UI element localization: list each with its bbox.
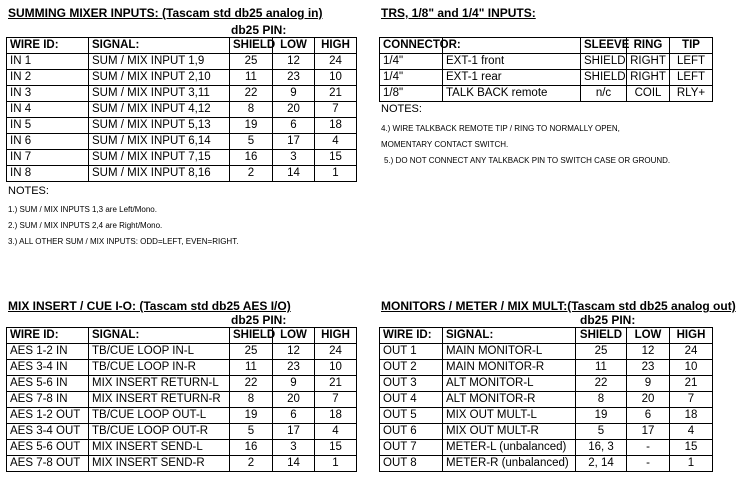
table-cell: OUT 3 <box>380 376 443 392</box>
table-cell: IN 6 <box>7 134 89 150</box>
table-cell: 11 <box>576 360 627 376</box>
table-cell: 7 <box>315 392 357 408</box>
table-cell: 17 <box>273 134 315 150</box>
table-cell: 15 <box>315 150 357 166</box>
table-cell: METER-L (unbalanced) <box>443 440 576 456</box>
table-cell: IN 1 <box>7 54 89 70</box>
table-cell: 23 <box>273 70 315 86</box>
table-cell: AES 7-8 OUT <box>7 456 89 472</box>
table-cell: 18 <box>315 118 357 134</box>
table-cell: 10 <box>670 360 713 376</box>
header-shield: SHIELD <box>230 38 273 54</box>
header-tip: TIP <box>670 38 713 54</box>
header-low: LOW <box>273 38 315 54</box>
table-cell: 16 <box>230 440 273 456</box>
table-row <box>7 392 357 408</box>
table-cell: 5 <box>230 424 273 440</box>
table-cell: 21 <box>315 86 357 102</box>
table-cell: MIX OUT MULT-L <box>443 408 576 424</box>
header-low: LOW <box>273 328 315 344</box>
table-cell: 11 <box>230 360 273 376</box>
table-cell: SUM / MIX INPUT 1,9 <box>89 54 230 70</box>
header-shield: SHIELD <box>230 328 273 344</box>
table-cell: OUT 6 <box>380 424 443 440</box>
table-cell: 19 <box>230 118 273 134</box>
table-cell: 6 <box>273 118 315 134</box>
table-row <box>7 102 357 118</box>
trs-note-1: 4.) WIRE TALKBACK REMOTE TIP / RING TO NORMALLY OPEN, <box>381 124 620 133</box>
trs-notes-title: NOTES: <box>381 103 422 115</box>
table-cell: MIX INSERT RETURN-L <box>89 376 230 392</box>
table-cell: OUT 7 <box>380 440 443 456</box>
table-cell: 20 <box>273 392 315 408</box>
table-cell: 12 <box>273 54 315 70</box>
table-row <box>7 376 357 392</box>
table-row <box>380 392 713 408</box>
table-row <box>380 424 713 440</box>
header-description <box>443 38 581 54</box>
header-shield: SHIELD <box>576 328 627 344</box>
table-cell: 1/4" <box>380 70 443 86</box>
insert-title: MIX INSERT / CUE I-O: (Tascam std db25 AES I/O) <box>8 299 291 313</box>
table-cell: COIL <box>627 86 670 102</box>
table-cell: 16 <box>230 150 273 166</box>
table-header-row <box>380 38 713 54</box>
table-cell: AES 5-6 IN <box>7 376 89 392</box>
table-cell: 4 <box>670 424 713 440</box>
summing-pin-label: db25 PIN: <box>231 23 287 37</box>
table-cell: 9 <box>627 376 670 392</box>
table-cell: 2, 14 <box>576 456 627 472</box>
table-cell: 20 <box>627 392 670 408</box>
table-cell: IN 7 <box>7 150 89 166</box>
insert-table <box>6 327 357 472</box>
table-cell: SUM / MIX INPUT 8,16 <box>89 166 230 182</box>
header-ring: RING <box>627 38 670 54</box>
table-cell: 7 <box>315 102 357 118</box>
table-cell: SUM / MIX INPUT 2,10 <box>89 70 230 86</box>
header-signal: SIGNAL: <box>89 328 230 344</box>
table-row <box>380 456 713 472</box>
summing-table <box>6 37 357 182</box>
table-cell: 17 <box>627 424 670 440</box>
table-cell: 21 <box>670 376 713 392</box>
table-row <box>380 440 713 456</box>
table-cell: 19 <box>230 408 273 424</box>
table-cell: ALT MONITOR-R <box>443 392 576 408</box>
table-cell: - <box>627 440 670 456</box>
table-row <box>7 134 357 150</box>
table-cell: 8 <box>230 392 273 408</box>
table-cell: MAIN MONITOR-L <box>443 344 576 360</box>
table-cell: SUM / MIX INPUT 4,12 <box>89 102 230 118</box>
table-row <box>7 360 357 376</box>
table-row <box>380 408 713 424</box>
table-row <box>7 86 357 102</box>
table-cell: SUM / MIX INPUT 5,13 <box>89 118 230 134</box>
table-cell: SUM / MIX INPUT 6,14 <box>89 134 230 150</box>
table-cell: METER-R (unbalanced) <box>443 456 576 472</box>
table-cell: 9 <box>273 376 315 392</box>
table-header-row <box>7 328 357 344</box>
table-cell: RIGHT <box>627 54 670 70</box>
table-cell: OUT 8 <box>380 456 443 472</box>
table-cell: MAIN MONITOR-R <box>443 360 576 376</box>
table-row <box>7 54 357 70</box>
table-header-row <box>380 328 713 344</box>
table-cell: AES 1-2 IN <box>7 344 89 360</box>
summing-note-1: 1.) SUM / MIX INPUTS 1,3 are Left/Mono. <box>8 205 157 214</box>
table-cell: 10 <box>315 70 357 86</box>
table-cell: IN 3 <box>7 86 89 102</box>
table-cell: 25 <box>230 344 273 360</box>
table-header-row <box>7 38 357 54</box>
table-row <box>380 376 713 392</box>
table-cell: TB/CUE LOOP OUT-L <box>89 408 230 424</box>
table-cell: IN 5 <box>7 118 89 134</box>
table-cell: TB/CUE LOOP IN-L <box>89 344 230 360</box>
header-sleeve: SLEEVE <box>581 38 627 54</box>
table-cell: TB/CUE LOOP IN-R <box>89 360 230 376</box>
header-high: HIGH <box>670 328 713 344</box>
table-row <box>7 344 357 360</box>
table-cell: MIX INSERT SEND-L <box>89 440 230 456</box>
table-row <box>7 456 357 472</box>
table-cell: 25 <box>576 344 627 360</box>
table-cell: 3 <box>273 440 315 456</box>
table-cell: EXT-1 rear <box>443 70 581 86</box>
table-cell: 24 <box>315 344 357 360</box>
table-cell: AES 1-2 OUT <box>7 408 89 424</box>
table-cell: LEFT <box>670 70 713 86</box>
summing-title: SUMMING MIXER INPUTS: (Tascam std db25 analog in) <box>8 6 323 20</box>
table-cell: AES 5-6 OUT <box>7 440 89 456</box>
table-row <box>380 360 713 376</box>
summing-note-3: 3.) ALL OTHER SUM / MIX INPUTS: ODD=LEFT, EVEN=RIGHT. <box>8 237 239 246</box>
trs-note-3: 5.) DO NOT CONNECT ANY TALKBACK PIN TO SWITCH CASE OR GROUND. <box>384 156 671 165</box>
table-cell: 6 <box>273 408 315 424</box>
table-cell: TALK BACK remote <box>443 86 581 102</box>
monitors-pin-label: db25 PIN: <box>580 313 636 327</box>
monitors-table <box>379 327 713 472</box>
header-signal: SIGNAL: <box>443 328 576 344</box>
table-cell: 1 <box>670 456 713 472</box>
table-cell: n/c <box>581 86 627 102</box>
header-high: HIGH <box>315 328 357 344</box>
table-cell: 19 <box>576 408 627 424</box>
table-row <box>380 344 713 360</box>
table-cell: 15 <box>670 440 713 456</box>
table-cell: AES 7-8 IN <box>7 392 89 408</box>
table-cell: 6 <box>627 408 670 424</box>
table-cell: EXT-1 front <box>443 54 581 70</box>
header-wire-id: WIRE ID: <box>7 328 89 344</box>
header-wire-id: WIRE ID: <box>380 328 443 344</box>
table-cell: 12 <box>627 344 670 360</box>
table-cell: 11 <box>230 70 273 86</box>
table-cell: ALT MONITOR-L <box>443 376 576 392</box>
table-cell: 14 <box>273 456 315 472</box>
table-cell: 4 <box>315 424 357 440</box>
table-cell: IN 4 <box>7 102 89 118</box>
table-cell: OUT 1 <box>380 344 443 360</box>
table-cell: 22 <box>576 376 627 392</box>
table-cell: 8 <box>230 102 273 118</box>
table-row <box>7 150 357 166</box>
table-cell: 12 <box>273 344 315 360</box>
header-low: LOW <box>627 328 670 344</box>
table-row <box>7 408 357 424</box>
table-cell: 1 <box>315 456 357 472</box>
table-row <box>7 118 357 134</box>
table-cell: MIX INSERT RETURN-R <box>89 392 230 408</box>
table-cell: 5 <box>576 424 627 440</box>
table-cell: OUT 2 <box>380 360 443 376</box>
table-cell: 22 <box>230 86 273 102</box>
monitors-title: MONITORS / METER / MIX MULT:(Tascam std db25 analog out) <box>381 299 736 313</box>
table-cell: 8 <box>576 392 627 408</box>
table-cell: 10 <box>315 360 357 376</box>
table-cell: 1/4" <box>380 54 443 70</box>
table-cell: RIGHT <box>627 70 670 86</box>
table-cell: MIX OUT MULT-R <box>443 424 576 440</box>
table-cell: 15 <box>315 440 357 456</box>
header-signal: SIGNAL: <box>89 38 230 54</box>
table-cell: 1 <box>315 166 357 182</box>
trs-title: TRS, 1/8" and 1/4" INPUTS: <box>381 6 536 20</box>
table-cell: 4 <box>315 134 357 150</box>
summing-note-2: 2.) SUM / MIX INPUTS 2,4 are Right/Mono. <box>8 221 163 230</box>
table-cell: 3 <box>273 150 315 166</box>
table-cell: 16, 3 <box>576 440 627 456</box>
table-cell: IN 2 <box>7 70 89 86</box>
table-cell: SHIELD <box>581 54 627 70</box>
trs-table <box>379 37 713 102</box>
table-row <box>380 70 713 86</box>
table-cell: OUT 4 <box>380 392 443 408</box>
table-cell: 24 <box>315 54 357 70</box>
table-cell: SHIELD <box>581 70 627 86</box>
table-cell: 2 <box>230 456 273 472</box>
table-cell: MIX INSERT SEND-R <box>89 456 230 472</box>
table-cell: 9 <box>273 86 315 102</box>
table-cell: SUM / MIX INPUT 3,11 <box>89 86 230 102</box>
table-cell: 24 <box>670 344 713 360</box>
table-row <box>380 86 713 102</box>
trs-note-2: MOMENTARY CONTACT SWITCH. <box>381 140 509 149</box>
table-cell: 23 <box>273 360 315 376</box>
table-cell: 2 <box>230 166 273 182</box>
table-cell: 20 <box>273 102 315 118</box>
header-wire-id: WIRE ID: <box>7 38 89 54</box>
table-cell: IN 8 <box>7 166 89 182</box>
table-cell: 1/8" <box>380 86 443 102</box>
summing-notes-title: NOTES: <box>8 185 49 197</box>
table-cell: 18 <box>670 408 713 424</box>
table-cell: 22 <box>230 376 273 392</box>
header-high: HIGH <box>315 38 357 54</box>
header-connector: CONNECTOR: <box>380 38 443 54</box>
table-row <box>7 166 357 182</box>
table-cell: 5 <box>230 134 273 150</box>
table-row <box>7 440 357 456</box>
table-cell: 7 <box>670 392 713 408</box>
table-cell: 14 <box>273 166 315 182</box>
table-row <box>7 70 357 86</box>
insert-pin-label: db25 PIN: <box>231 313 287 327</box>
table-cell: SUM / MIX INPUT 7,15 <box>89 150 230 166</box>
table-cell: TB/CUE LOOP OUT-R <box>89 424 230 440</box>
table-cell: RLY+ <box>670 86 713 102</box>
table-cell: 21 <box>315 376 357 392</box>
table-cell: 23 <box>627 360 670 376</box>
table-cell: 17 <box>273 424 315 440</box>
table-cell: OUT 5 <box>380 408 443 424</box>
table-cell: AES 3-4 IN <box>7 360 89 376</box>
table-cell: - <box>627 456 670 472</box>
table-cell: 18 <box>315 408 357 424</box>
table-cell: LEFT <box>670 54 713 70</box>
table-row <box>380 54 713 70</box>
table-cell: AES 3-4 OUT <box>7 424 89 440</box>
table-cell: 25 <box>230 54 273 70</box>
table-row <box>7 424 357 440</box>
